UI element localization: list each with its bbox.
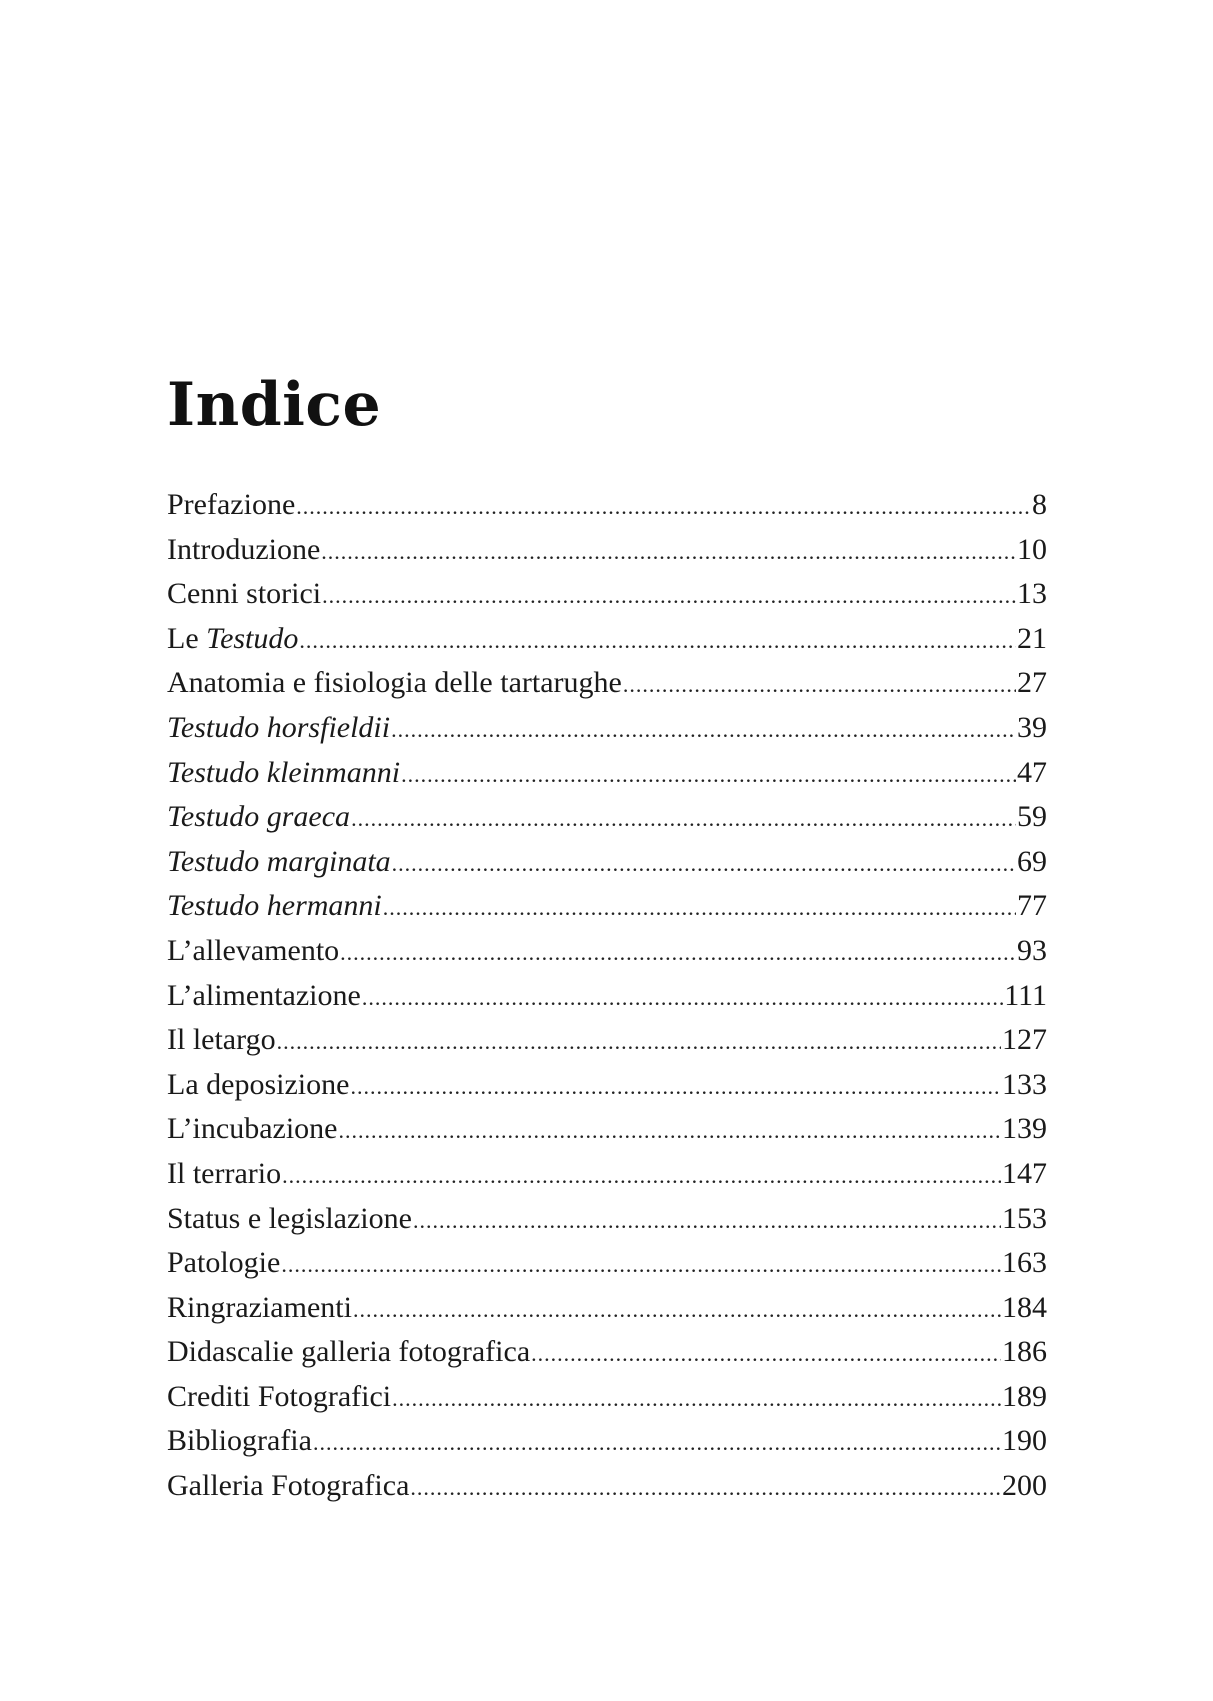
toc-entry[interactable] bbox=[167, 617, 1047, 662]
toc-entry-page: 47 bbox=[1017, 755, 1047, 789]
toc-entry-label: Il terrario bbox=[167, 1156, 282, 1190]
toc-dot-leader bbox=[413, 1197, 1001, 1242]
toc-entry-page: 153 bbox=[1002, 1201, 1047, 1235]
toc-dot-leader bbox=[410, 1464, 1001, 1509]
toc-entry-page: 200 bbox=[1002, 1469, 1047, 1503]
toc-entry[interactable] bbox=[167, 1152, 1047, 1197]
toc-entry[interactable] bbox=[167, 1286, 1047, 1331]
toc-entry-label: Anatomia e fisiologia delle tartarughe bbox=[167, 666, 622, 700]
toc-entry[interactable] bbox=[167, 795, 1047, 840]
toc-entry-page: 189 bbox=[1002, 1379, 1047, 1413]
toc-entry-label: Testudo horsfieldii bbox=[167, 710, 391, 744]
toc-entry-page: 10 bbox=[1017, 532, 1047, 566]
toc-entry[interactable] bbox=[167, 884, 1047, 929]
toc-entry-label: Galleria Fotografica bbox=[167, 1469, 410, 1503]
toc-entry-page: 69 bbox=[1017, 844, 1047, 878]
toc-entry-page: 147 bbox=[1002, 1156, 1047, 1190]
toc-dot-leader bbox=[339, 1107, 1002, 1152]
toc-entry[interactable] bbox=[167, 751, 1047, 796]
toc-entry-label: Prefazione bbox=[167, 488, 296, 521]
toc-entry[interactable] bbox=[167, 706, 1047, 751]
toc-dot-leader bbox=[277, 1018, 1001, 1063]
toc-dot-leader bbox=[353, 1286, 1001, 1331]
toc-entry-label: Status e legislazione bbox=[167, 1201, 412, 1235]
toc-entry-label: Didascalie galleria fotografica bbox=[167, 1335, 531, 1369]
toc-entry-label: Crediti Fotografici bbox=[167, 1379, 392, 1413]
toc-dot-leader bbox=[351, 795, 1016, 840]
toc-dot-leader bbox=[623, 661, 1016, 706]
toc-entry-page: 77 bbox=[1017, 889, 1047, 923]
toc-dot-leader bbox=[362, 974, 1003, 1019]
toc-entry-label: Testudo marginata bbox=[167, 844, 391, 878]
toc-entry[interactable] bbox=[167, 483, 1047, 528]
toc-entry-label: Testudo kleinmanni bbox=[167, 755, 401, 789]
toc-entry-label-prefix: Le bbox=[167, 621, 207, 655]
toc-dot-leader bbox=[391, 706, 1016, 751]
toc-dot-leader bbox=[299, 617, 1016, 662]
toc-dot-leader bbox=[531, 1330, 1001, 1375]
toc-entry-page: 190 bbox=[1002, 1424, 1047, 1458]
toc-entry[interactable] bbox=[167, 1464, 1047, 1509]
toc-entry[interactable] bbox=[167, 929, 1047, 974]
toc-entry-page: 186 bbox=[1002, 1335, 1047, 1369]
toc-entry-label: Il letargo bbox=[167, 1023, 276, 1057]
toc-dot-leader bbox=[313, 1419, 1001, 1464]
toc-dot-leader bbox=[282, 1152, 1001, 1197]
toc-entry-page: 21 bbox=[1017, 621, 1047, 655]
toc-entry-label: Introduzione bbox=[167, 532, 321, 566]
toc-entry[interactable] bbox=[167, 1063, 1047, 1108]
toc-entry-page: 133 bbox=[1002, 1067, 1047, 1101]
toc-entry-label: Testudo graeca bbox=[167, 800, 351, 834]
toc-entry-page: 163 bbox=[1002, 1246, 1047, 1280]
toc-entry[interactable] bbox=[167, 1241, 1047, 1286]
toc-dot-leader bbox=[383, 884, 1016, 929]
toc-entry[interactable] bbox=[167, 572, 1047, 617]
toc-dot-leader bbox=[392, 1375, 1001, 1420]
page-title: Indice bbox=[167, 370, 382, 440]
toc-dot-leader bbox=[321, 528, 1016, 573]
toc-entry-label: L’alimentazione bbox=[167, 978, 361, 1012]
table-of-contents bbox=[167, 483, 1047, 1509]
toc-entry-label: Cenni storici bbox=[167, 577, 322, 611]
toc-dot-leader bbox=[401, 751, 1016, 796]
toc-entry-page: 59 bbox=[1017, 800, 1047, 834]
toc-entry-label: La deposizione bbox=[167, 1067, 350, 1101]
toc-entry[interactable] bbox=[167, 661, 1047, 706]
toc-entry[interactable] bbox=[167, 1018, 1047, 1063]
toc-entry[interactable] bbox=[167, 1107, 1047, 1152]
toc-entry-page: 13 bbox=[1017, 577, 1047, 611]
toc-entry-page: 184 bbox=[1002, 1290, 1047, 1324]
toc-entry-page: 139 bbox=[1002, 1112, 1047, 1146]
toc-entry[interactable] bbox=[167, 528, 1047, 573]
toc-entry-page: 93 bbox=[1017, 933, 1047, 967]
toc-entry[interactable] bbox=[167, 974, 1047, 1019]
toc-dot-leader bbox=[296, 483, 1031, 528]
toc-entry-page: 8 bbox=[1032, 488, 1047, 521]
toc-entry-label-italic: Testudo bbox=[206, 621, 299, 655]
toc-entry-label: L’incubazione bbox=[167, 1112, 338, 1146]
toc-entry[interactable] bbox=[167, 1197, 1047, 1242]
toc-dot-leader bbox=[340, 929, 1016, 974]
toc-entry-label bbox=[167, 617, 298, 662]
toc-entry[interactable] bbox=[167, 1419, 1047, 1464]
toc-entry-label: L’allevamento bbox=[167, 933, 340, 967]
toc-entry-label: Bibliografia bbox=[167, 1424, 312, 1458]
toc-entry-label: Testudo hermanni bbox=[167, 889, 382, 923]
toc-entry[interactable] bbox=[167, 1330, 1047, 1375]
toc-entry-label: Patologie bbox=[167, 1246, 281, 1280]
toc-dot-leader bbox=[281, 1241, 1001, 1286]
toc-dot-leader bbox=[350, 1063, 1001, 1108]
toc-entry-page: 111 bbox=[1004, 978, 1047, 1012]
toc-entry-page: 127 bbox=[1002, 1023, 1047, 1057]
toc-entry-page: 39 bbox=[1017, 710, 1047, 744]
toc-dot-leader bbox=[322, 572, 1016, 617]
toc-entry-label: Ringraziamenti bbox=[167, 1290, 352, 1324]
toc-dot-leader bbox=[392, 840, 1016, 885]
toc-entry[interactable] bbox=[167, 1375, 1047, 1420]
toc-entry-page: 27 bbox=[1017, 666, 1047, 700]
toc-entry[interactable] bbox=[167, 840, 1047, 885]
